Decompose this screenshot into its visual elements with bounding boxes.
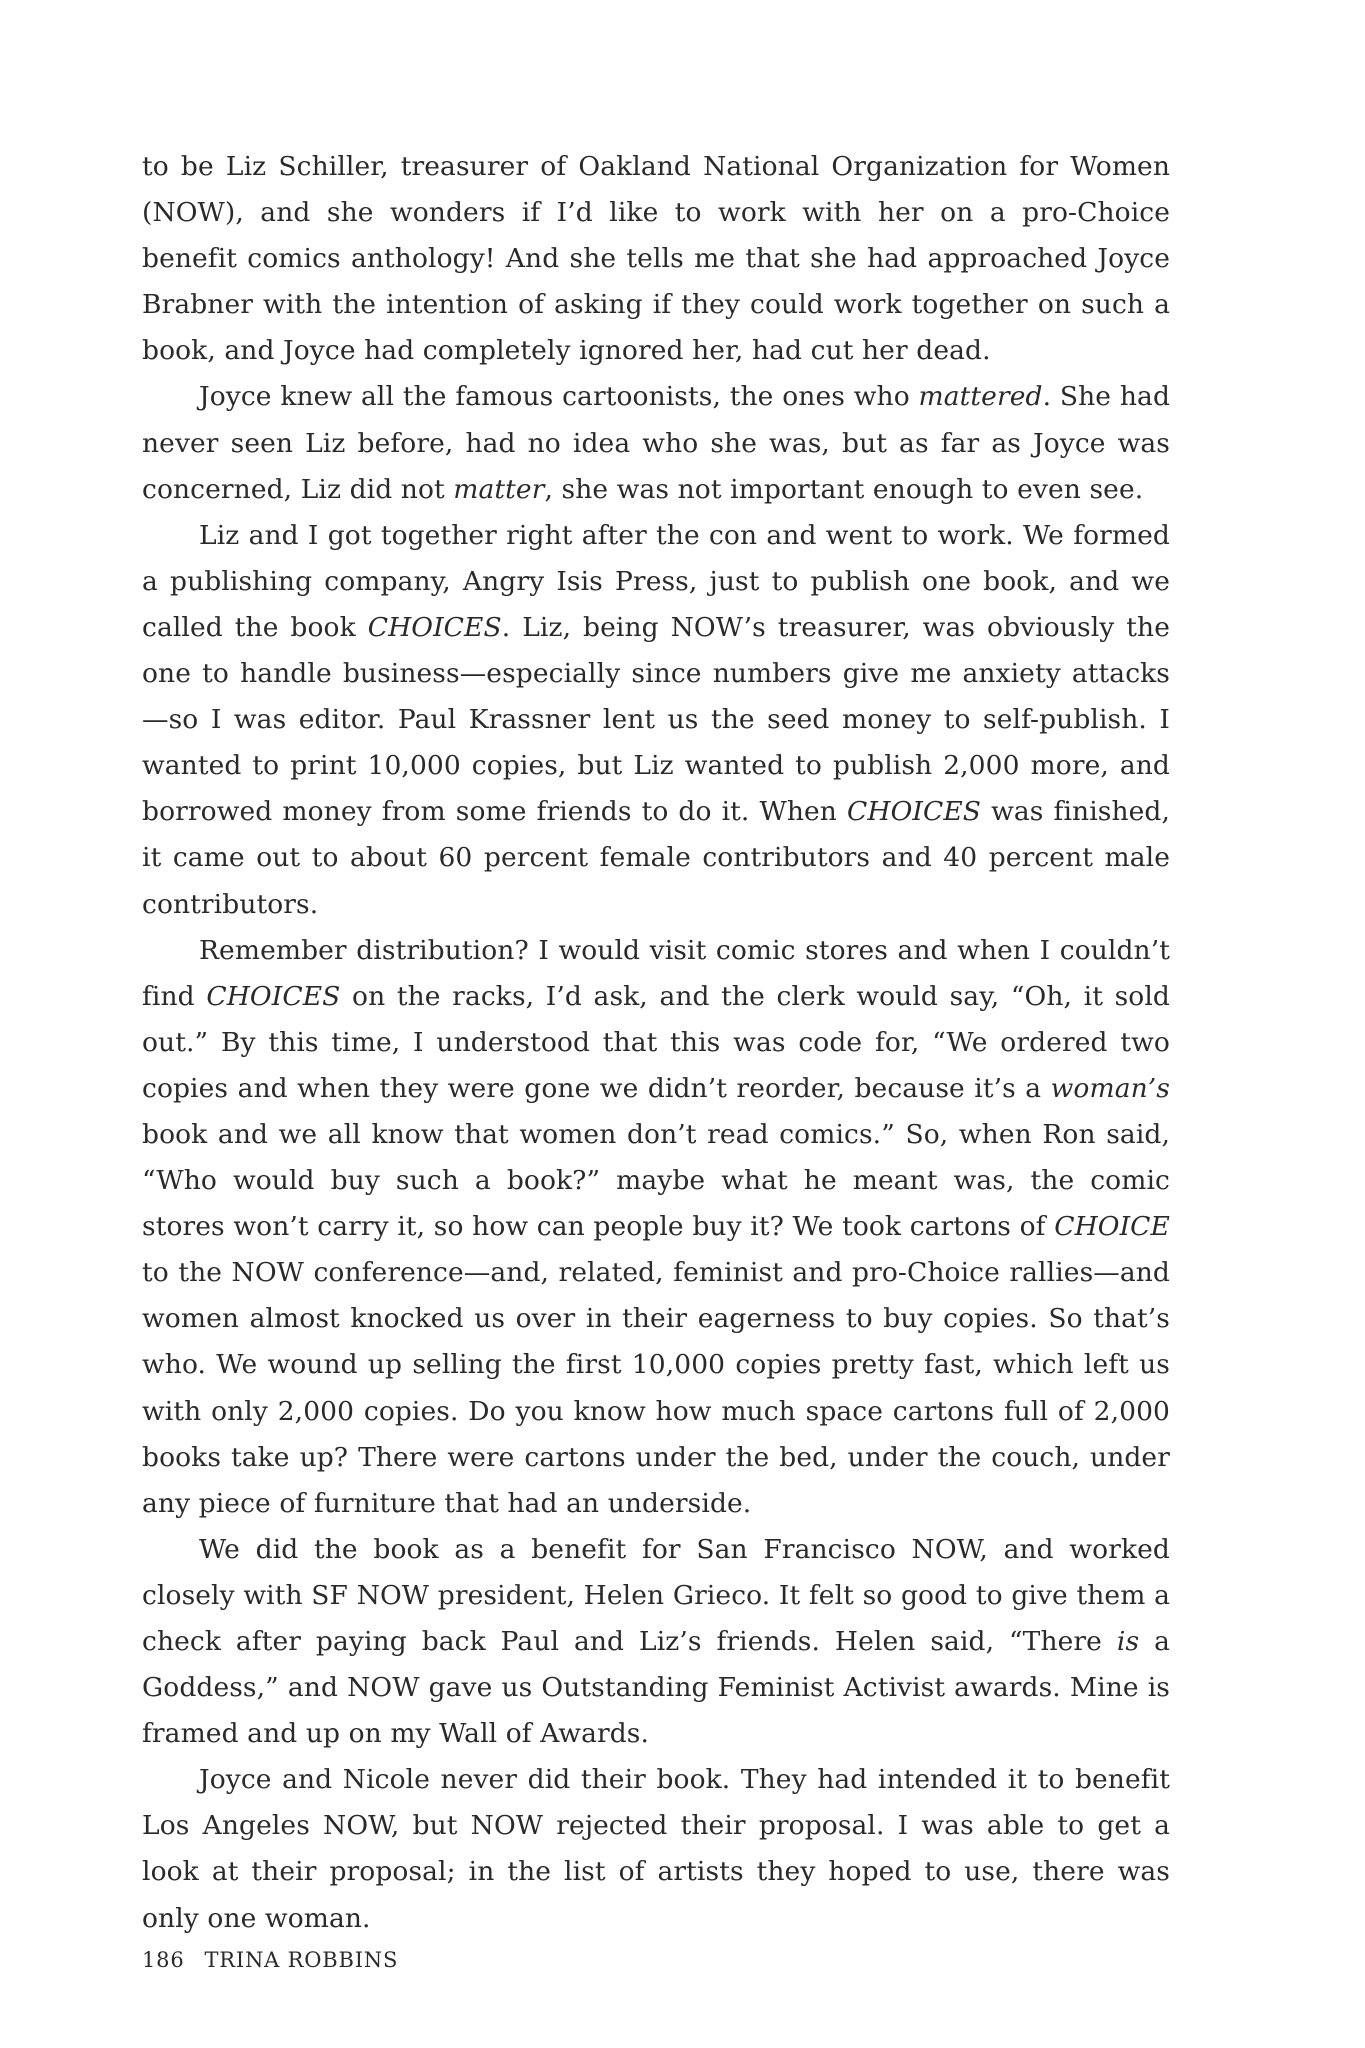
italic-text: CHOICES <box>847 796 982 828</box>
paragraph <box>142 928 1170 1527</box>
text-run: Joyce knew all the famous cartoonists, the ones who <box>199 381 919 413</box>
text-run: . Liz, being NOW’s treasurer, was obviously the one to handle business—especially since numbers give me anxiety attacks—so I was editor. Paul Krassner lent us the seed money to self-publish. I wanted to print 10,000 copies, but Liz wanted to publish 2,000 more, and borrowed money from some friends to do it. When <box>142 611 1170 828</box>
text-run: Liz and I got together right after the con and went to work. We formed a publishing company, Angry Isis Press, just to publish one book, and we called the book <box>142 519 1170 643</box>
italic-text: matter <box>453 473 545 505</box>
running-author: TRINA ROBBINS <box>204 1948 399 1972</box>
body-text <box>142 144 1170 1942</box>
italic-text: CHOICE <box>1054 1211 1170 1243</box>
paragraph <box>142 374 1170 512</box>
text-run: , she was not important enough to even see. <box>544 473 1144 505</box>
text-run: book and we all know that women don’t read comics.” So, when Ron said, “Who would buy such a book?” maybe what he meant was, the comic stores won’t carry it, so how can people buy it? We took cartons of <box>142 1118 1170 1243</box>
text-run: . She had never seen Liz before, had no idea who she was, but as far as Joyce was concerned, Liz did not <box>142 381 1171 505</box>
italic-text: CHOICES <box>206 980 341 1012</box>
paragraph <box>142 1527 1170 1757</box>
text-run: to be Liz Schiller, treasurer of Oakland National Organization for Women (NOW), and she wonders if I’d like to work with her on a pro-Choice benefit comics anthology! And she tells me that she had approached Joyce Brabner with the intention of asking if they could work together on such a book, and Joyce had completely ignored her, had cut her dead. <box>142 151 1170 367</box>
page-number: 186 <box>142 1948 185 1972</box>
text-run: We did the book as a benefit for San Francisco NOW, and worked closely with SF NOW president, Helen Grieco. It felt so good to give them a check after paying back Paul and Liz’s friends. Helen said, “There <box>142 1533 1170 1657</box>
italic-text: CHOICES <box>367 611 502 643</box>
text-run: Remember distribution? I would visit comic stores and when I couldn’t find <box>142 934 1170 1012</box>
paragraph <box>142 513 1170 928</box>
italic-text: woman’s <box>1050 1072 1170 1104</box>
italic-text: is <box>1116 1626 1140 1657</box>
page-footer <box>142 1948 398 1972</box>
text-run: Joyce and Nicole never did their book. They had intended it to benefit Los Angeles NOW, but NOW rejected their proposal. I was able to get a look at their proposal; in the list of artists they hoped to use, there was only one woman. <box>142 1764 1170 1934</box>
text-run: was finished, it came out to about 60 percent female contributors and 40 percent male contributors. <box>142 796 1171 920</box>
italic-text: mattered <box>918 381 1043 413</box>
text-run: a Goddess,” and NOW gave us Outstanding Feminist Activist awards. Mine is framed and up on my Wall of Awards. <box>142 1626 1170 1750</box>
text-run: to the NOW conference—and, related, feminist and pro-Choice rallies—and women almost knocked us over in their eagerness to buy copies. So that’s who. We wound up selling the first 10,000 copies pretty fast, which left us with only 2,000 copies. Do you know how much space cartons full of 2,000 books take up? There were cartons under the bed, under the couch, under any piece of furniture that had an underside. <box>142 1257 1170 1519</box>
text-run: on the racks, I’d ask, and the clerk would say, “Oh, it sold out.” By this time, I understood that this was code for, “We ordered two copies and when they were gone we didn’t reorder, because it’s a <box>142 980 1170 1104</box>
paragraph <box>142 144 1170 374</box>
paragraph <box>142 1757 1170 1941</box>
